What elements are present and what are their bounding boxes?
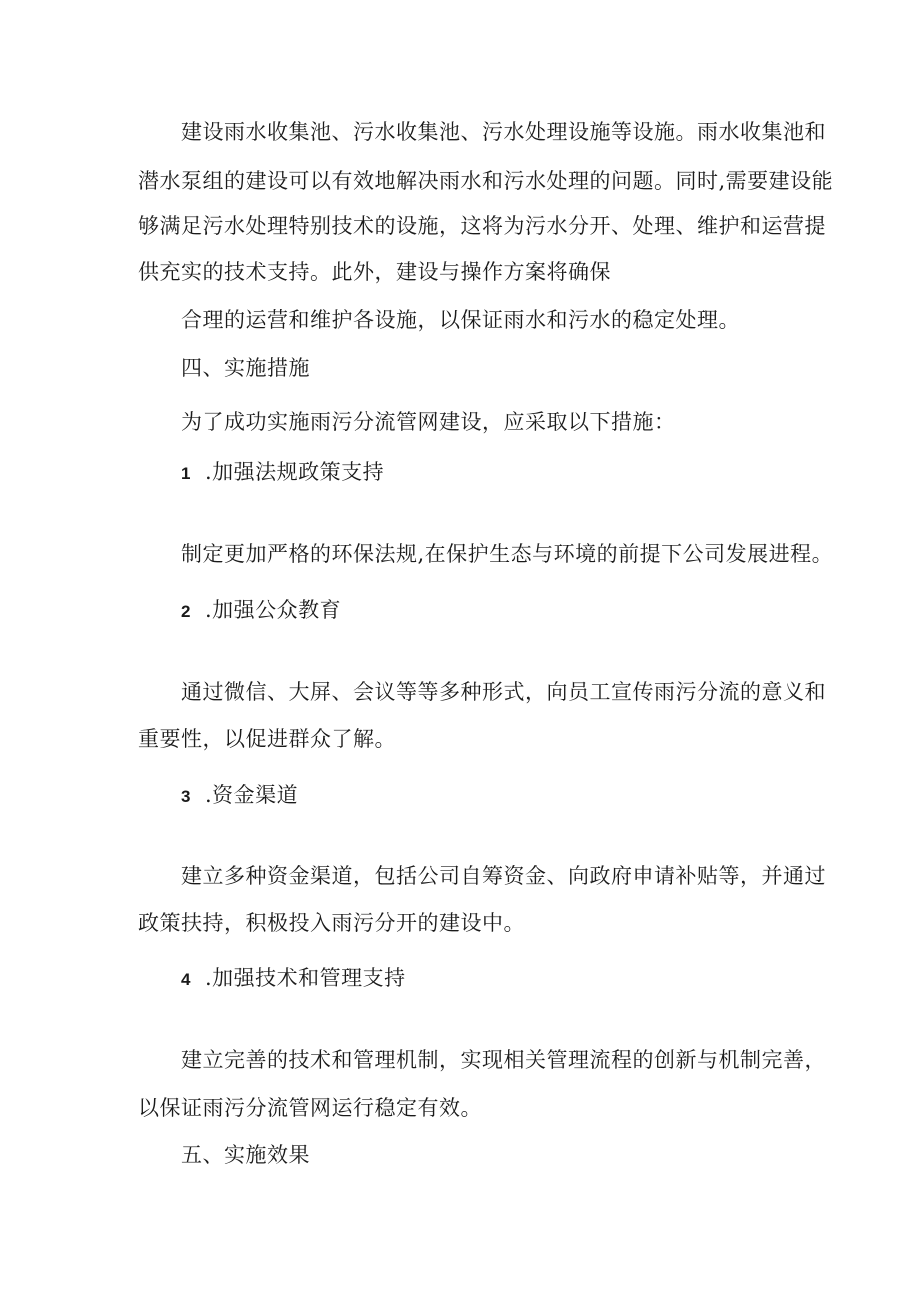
list-item-title: .加强公众教育 xyxy=(204,598,342,622)
list-item-heading xyxy=(181,596,341,626)
paragraph-line: 合理的运营和维护各设施，以保证雨水和污水的稳定处理。 xyxy=(181,308,740,332)
list-item-heading xyxy=(181,964,406,994)
list-item-number: 2 xyxy=(181,602,191,621)
list-item-title: .加强技术和管理支持 xyxy=(204,966,406,990)
list-item-heading xyxy=(181,781,298,811)
paragraph-line: 建设雨水收集池、污水收集池、污水处理设施等设施。雨水收集池和 xyxy=(181,120,826,144)
section-intro: 为了成功实施雨污分流管网建设，应采取以下措施： xyxy=(181,410,676,434)
paragraph-line: 政策扶持，积极投入雨污分开的建设中。 xyxy=(138,911,525,935)
list-item-title: .资金渠道 xyxy=(204,783,299,807)
list-item-title: .加强法规政策支持 xyxy=(204,460,385,484)
list-item-number: 1 xyxy=(181,464,191,483)
paragraph-line: 供充实的技术支持。此外，建设与操作方案将确保 xyxy=(138,260,611,284)
paragraph-line: 制定更加严格的环保法规,在保护生态与环境的前提下公司发展进程。 xyxy=(181,542,834,566)
paragraph-line: 建立多种资金渠道，包括公司自筹资金、向政府申请补贴等，并通过 xyxy=(181,864,826,888)
paragraph-line: 建立完善的技术和管理机制，实现相关管理流程的创新与机制完善， xyxy=(181,1048,826,1072)
paragraph-line: 潜水泵组的建设可以有效地解决雨水和污水处理的问题。同时,需要建设能 xyxy=(138,169,834,193)
section-heading: 四、实施措施 xyxy=(181,356,310,380)
paragraph-line: 以保证雨污分流管网运行稳定有效。 xyxy=(138,1096,482,1120)
list-item-heading xyxy=(181,458,384,488)
paragraph-line: 重要性，以促进群众了解。 xyxy=(138,727,396,751)
paragraph-line: 通过微信、大屏、会议等等多种形式，向员工宣传雨污分流的意义和 xyxy=(181,680,826,704)
list-item-number: 4 xyxy=(181,970,191,989)
paragraph-line: 够满足污水处理特别技术的设施，这将为污水分开、处理、维护和运营提 xyxy=(138,214,826,238)
section-heading: 五、实施效果 xyxy=(181,1143,310,1167)
list-item-number: 3 xyxy=(181,787,191,806)
